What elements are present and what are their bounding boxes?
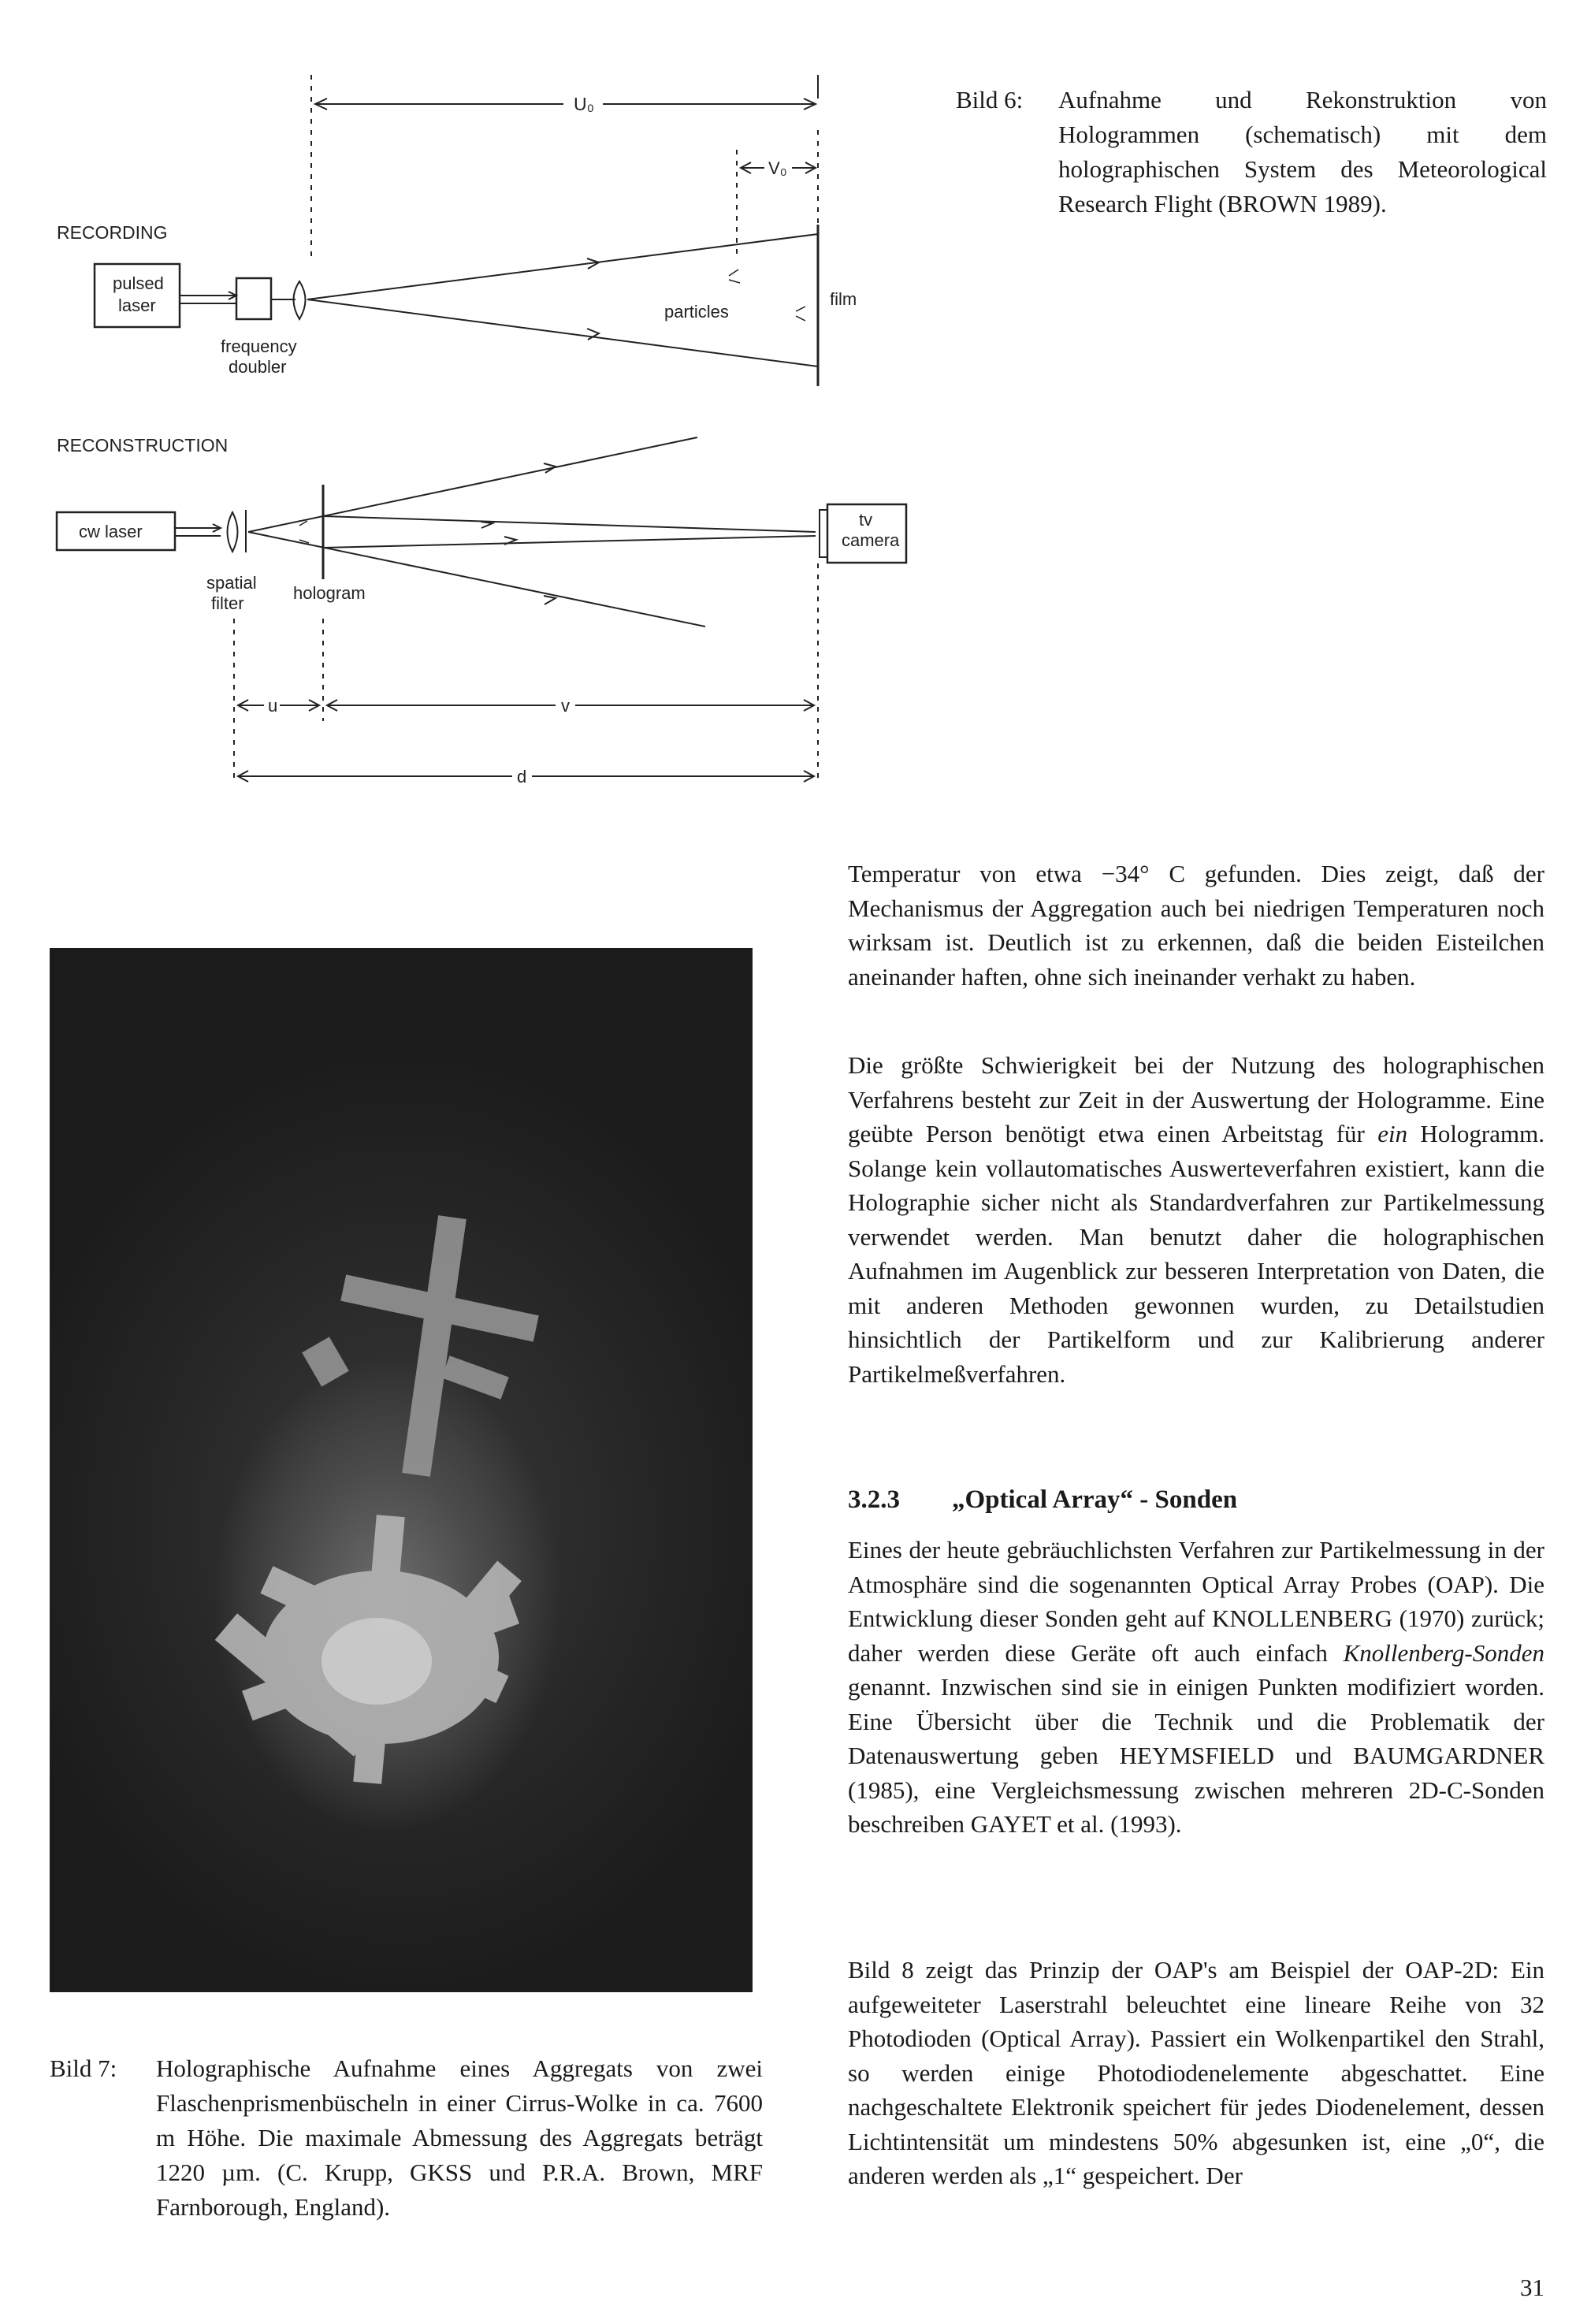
cw-laser-label: cw laser: [79, 522, 143, 541]
figure-6-caption-text: Aufnahme und Rekonstruktion von Hologrammen (schematisch) mit dem holographischen System des Meteorological Research Flight (BROWN 1989).: [1058, 86, 1547, 218]
paragraph-3-text: [848, 1533, 1544, 1842]
spatial-filter-label-1: spatial: [206, 573, 257, 593]
body-paragraph-1: [848, 857, 1544, 994]
v0-label: V₀: [768, 158, 787, 178]
v-label: v: [561, 696, 570, 716]
spatial-filter-label-2: filter: [211, 593, 244, 613]
reconstruction-label: RECONSTRUCTION: [57, 435, 229, 456]
figure-6-caption-label: Bild 6:: [956, 86, 1024, 113]
particles-label: particles: [664, 302, 729, 322]
tv-camera-label-2: camera: [842, 530, 900, 550]
paragraph-4-text: Bild 8 zeigt das Prinzip der OAP's am Beispiel der OAP-2D: Ein aufgeweiteter Laserstrahl beleuchtet eine lineare Reihe von 32 Photodioden (Optical Array). Passiert ein Wolkenpartikel den Strahl, so werden einige Photodiodenelemente abgeschattet. Eine nachgeschaltete Elektronik speichert für jedes Diodenelement, dessen Lichtintensität um mindestens 50% abgesunken ist, eine „0“, die anderen werden als „1“ gespeichert. Der: [848, 1956, 1544, 2189]
film-label: film: [830, 289, 857, 309]
paragraph-2-part-2: Hologramm. Solange kein vollautomatisches Auswerteverfahren existiert, kann die Holographie sicher nicht als Standardverfahren zur Partikelmessung verwendet werden. Man benutzt daher die holographischen Aufnahmen im Augenblick zur besseren Interpretation von Daten, die mit anderen Methoden gewonnen wurden, zu Detailstudien hinsichtlich der Partikelform und zur Kalibrierung anderer Partikelmeßverfahren.: [848, 1120, 1544, 1388]
figure-7-caption-label: Bild 7:: [50, 2054, 117, 2082]
page-number: 31: [1520, 2274, 1544, 2301]
holography-diagram: [39, 75, 922, 808]
u0-label: U₀: [574, 94, 595, 114]
frequency-doubler-label-2: doubler: [229, 357, 287, 377]
body-paragraph-4: [848, 1953, 1544, 2193]
paragraph-3-part-1: Eines der heute gebräuchlichsten Verfahren zur Partikelmessung in der Atmosphäre sind die sogenannten Optical Array Probes (OAP). Die Entwicklung dieser Sonden geht auf KNOLLENBERG (1970) zurück; daher werden diese Geräte oft auch einfach: [848, 1536, 1544, 1667]
hologram-label: hologram: [293, 583, 366, 603]
hologram-photograph: [50, 948, 753, 1992]
paragraph-2-part-1: Die größte Schwierigkeit bei der Nutzung des holographischen Verfahrens besteht zur Zeit in der Auswertung der Hologramme. Eine geübte Person benötigt etwa einen Arbeitstag für: [848, 1051, 1544, 1147]
paragraph-3-part-2: genannt. Inzwischen sind sie in einigen Punkten modifiziert worden. Eine Übersicht über die Technik und die Problematik der Datenauswertung geben HEYMSFIELD und BAUMGARDNER (1985), eine Vergleichsmessung zwischen mehreren 2D-C-Sonden beschreiben GAYET et al. (1993).: [848, 1673, 1544, 1838]
body-paragraph-2: [848, 1048, 1544, 1391]
pulsed-laser-label-1: pulsed: [113, 273, 164, 293]
section-title: „Optical Array“ - Sonden: [952, 1486, 1238, 1514]
paragraph-2-text: [848, 1048, 1544, 1391]
paragraph-3-emphasis: Knollenberg-Sonden: [1343, 1638, 1544, 1667]
paragraph-2-emphasis: ein: [1377, 1120, 1408, 1147]
frequency-doubler-label-1: frequency: [221, 337, 297, 356]
figure-7-caption: [50, 2051, 763, 2233]
figure-7-caption-text: Holographische Aufnahme eines Aggregats von zwei Flaschenprismenbüscheln in einer Cirrus-Wolke in ca. 7600 m Höhe. Die maximale Abmessung des Aggregats beträgt 1220 µm. (C. Krupp, GKSS und P.R.A. Brown, MRF Farnborough, England).: [156, 2054, 763, 2221]
recording-label: RECORDING: [57, 222, 168, 243]
figure-6-caption: [956, 83, 1547, 225]
tv-camera-label-1: tv: [859, 510, 873, 530]
d-label: d: [517, 767, 527, 786]
section-number: 3.2.3: [848, 1486, 900, 1514]
body-paragraph-3: [848, 1533, 1544, 1842]
paragraph-1-text: Temperatur von etwa −34° C gefunden. Dies zeigt, daß der Mechanismus der Aggregation auch bei niedrigen Temperaturen noch wirksam ist. Deutlich ist zu erkennen, daß die beiden Eisteilchen aneinander haften, ohne sich ineinander verhakt zu haben.: [848, 860, 1544, 991]
u-label: u: [268, 696, 278, 716]
pulsed-laser-label-2: laser: [118, 296, 156, 315]
